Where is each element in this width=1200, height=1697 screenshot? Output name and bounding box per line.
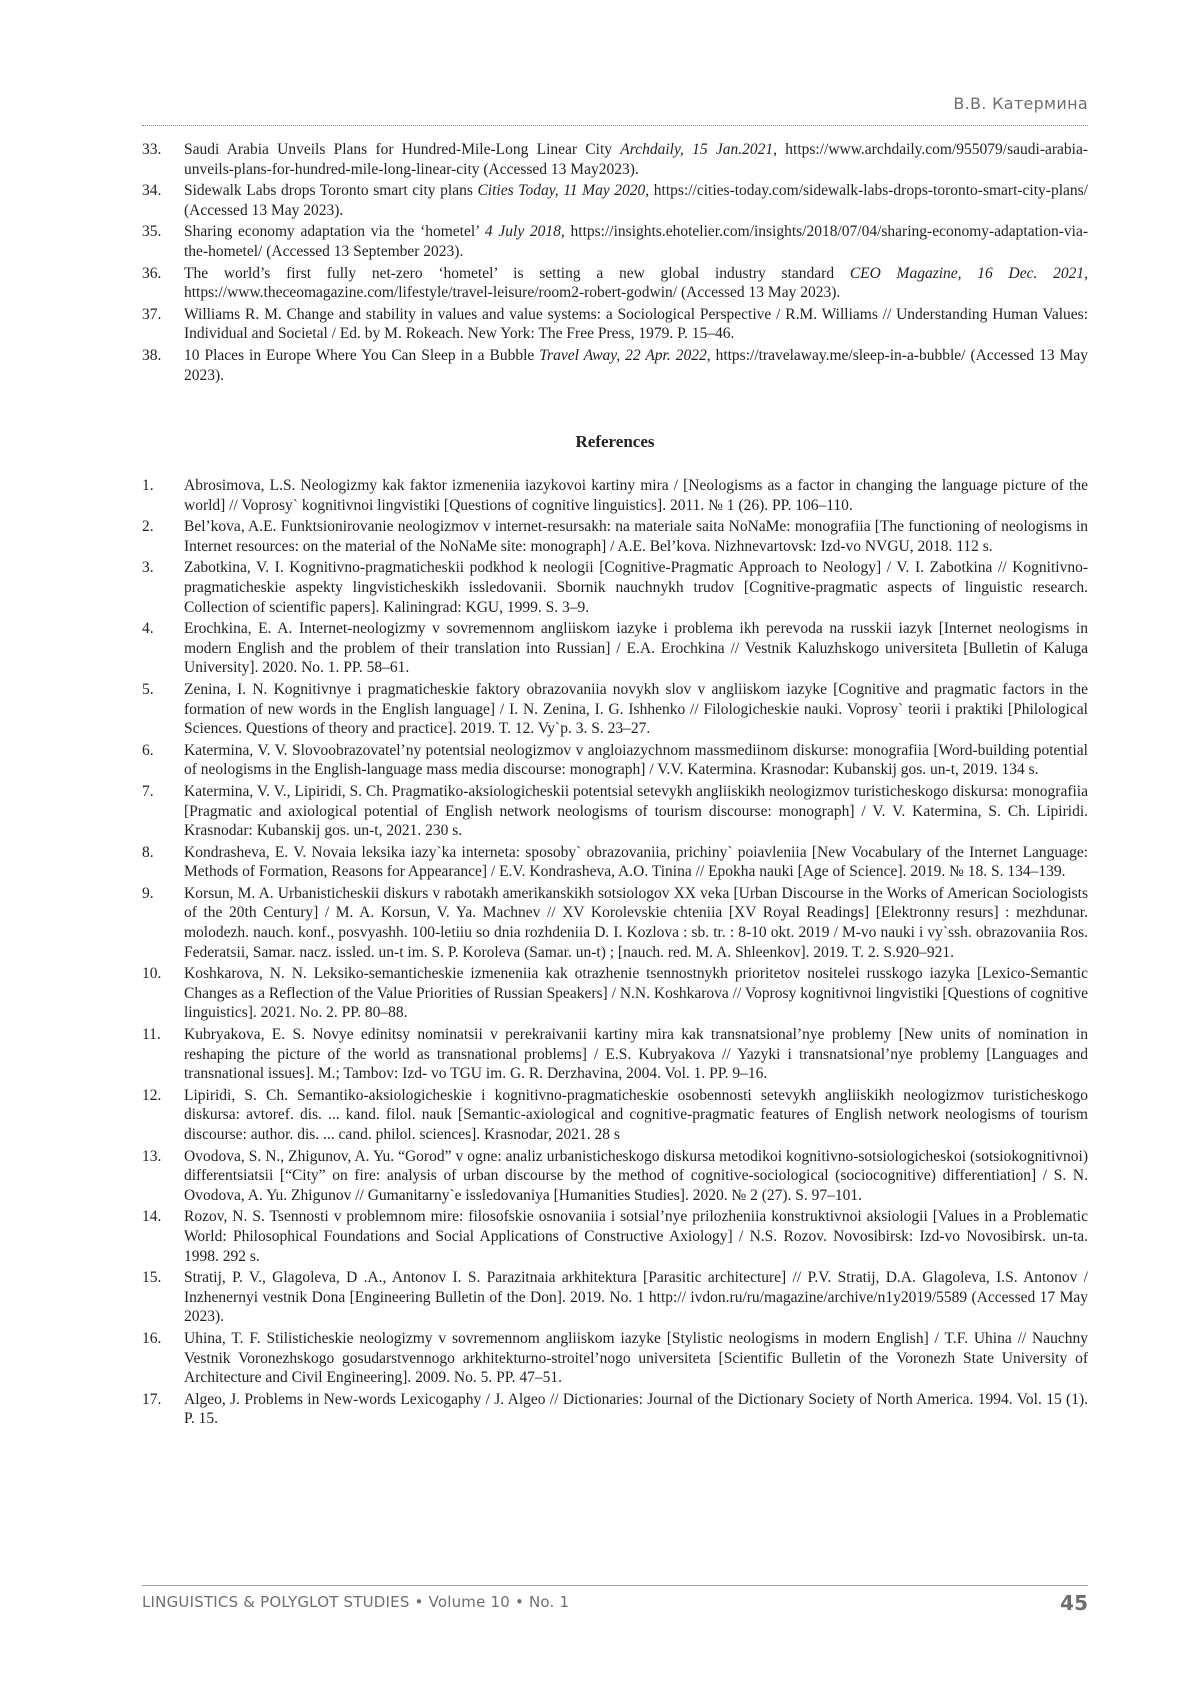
reference-number: 1. [142,477,154,494]
reference-item [142,305,1088,344]
reference-number: 5. [142,680,154,698]
references-heading: References [575,432,655,451]
reference-number: 9. [142,884,154,902]
reference-item [142,1147,1088,1206]
source-italic: Travel Away, 22 Apr. 2022, [539,346,711,364]
reference-item [142,222,1088,261]
reference-text: Katermina, V. V., Lipiridi, S. Ch. Pragmatiko-aksiologicheskii potentsial setevykh angliiskikh neologizmov turisticheskogo diskursa: monografiia [Pragmatic and axiological potential of English network neologisms of tourism discourse: monograph] / V. V. Katermina, S. Ch. Lipiridi. Krasnodar: Kubanskij gos. un-t, 2021. 230 s. [184,782,1088,840]
reference-text: Koshkarova, N. N. Leksiko-semanticheskie izmeneniia kak otrazhenie tsennostnykh prioritetov nositelei russkogo iazyka [Lexico-Semantic Changes as a Reflection of the Value Priorities of Russian Speakers] / N.N. Koshkarova // Voprosy kognitivnoi lingvistiki [Questions of cognitive linguistics]. 2021. No. 2. PP. 80–88. [184,965,1088,1022]
source-italic: Cities Today, 11 May 2020, [477,182,650,200]
reference-text: Kondrasheva, E. V. Novaia leksika iazy`ka interneta: sposoby` obrazovaniia, prichiny` poiavleniia [New Vocabulary of the Internet Language: Methods of Formation, Reasons for Appearance] / E.V. Kondrasheva, A.O. Tinina // Epokha nauki [Age of Science]. 2019. № 18. S. 134–139. [184,843,1088,881]
reference-text: Zabotkina, V. I. Kognitivno-pragmaticheskii podkhod k neologii [Cognitive-Pragmatic Approach to Neology] / V. I. Zabotkina // Kognitivno-pragmaticheskie aspekty lingvisticheskikh issledovanii. Sbornik nauchnykh trudov [Cognitive-pragmatic aspects of linguistic research. Collection of scientific papers]. Kaliningrad: KGU, 1999. S. 3–9. [184,559,1088,616]
reference-number: 34. [142,182,162,200]
reference-text: Stratij, P. V., Glagoleva, D .A., Antonov I. S. Parazitnaia arkhitektura [Parasitic architecture] // P.V. Stratij, D.A. Glagoleva, I.S. Antonov / Inzhenernyi vestnik Dona [Engineering Bulletin of the Don]. 2019. No. 1 http:// ivdon.ru/ru/magazine/archive/n1y2019/5589 (Accessed 17 May 2023). [184,1269,1088,1326]
header-divider [142,125,1088,126]
reference-item [142,1025,1088,1084]
reference-item [142,1329,1088,1388]
reference-item [142,346,1088,385]
reference-text: Rozov, N. S. Tsennosti v problemnom mire: filosofskie osnovaniia i sotsial’nye prilozheniia konstruktivnoi aksiologii [Values in a Problematic World: Philosophical Foundations and Social Applications of Constructive Axiology] / N.S. Rozov. Novosibirsk: Izd-vo Novosibirsk. un-ta. 1998. 292 s. [184,1208,1088,1265]
reference-number: 13. [142,1147,162,1165]
bibliography-list-continued [142,140,1088,387]
reference-text: Bel’kova, A.E. Funktsionirovanie neologizmov v internet-resursakh: na materiale saita NoNaMe: monografiia [The functioning of neologisms in Internet resources: on the material of the NoNaMe site: monograph] / A.E. Bel’kova. Nizhnevartovsk: Izd-vo NVGU, 2018. 112 s. [184,518,1088,555]
reference-text: Saudi Arabia Unveils Plans for Hundred-Mile-Long Linear City Archdaily, 15 Jan.2021, https://www.archdaily.com/955079/saudi-arabia-unveils-plans-for-hundred-mile-long-linear-city (Accessed 13 May2023). [184,141,1089,178]
reference-number: 10. [142,965,162,983]
reference-text: Abrosimova, L.S. Neologizmy kak faktor izmeneniia iazykovoi kartiny mira / [Neologisms as a factor in changing the language picture of the world] // Voprosy` kognitivnoi lingvistiki [Questions of cognitive linguistics]. 2011. № 1 (26). PP. 106–110. [184,477,1088,514]
reference-text: Sidewalk Labs drops Toronto smart city plans Cities Today, 11 May 2020, https://cities-today.com/sidewalk-labs-drops-toronto-smart-city-plans/ (Accessed 13 May 2023). [184,182,1088,219]
reference-item [142,558,1088,617]
reference-item [142,1086,1088,1145]
reference-item [142,140,1088,179]
reference-item [142,964,1088,1023]
reference-item [142,619,1088,678]
reference-text: Uhina, T. F. Stilisticheskie neologizmy v sovremennom angliiskom iazyke [Stylistic neologisms in modern English] / T.F. Uhina // Nauchny Vestnik Voronezhskogo gosudarstvennogo arkhitekturno-stroitel’nogo universiteta [Scientific Bulletin of the Voronezh State University of Architecture and Civil Engineering]. 2009. No. 5. PP. 47–51. [184,1329,1088,1387]
reference-text: Kubryakova, E. S. Novye edinitsy nominatsii v perekraivanii kartiny mira kak transnatsional’nye problemy [New units of nomination in reshaping the picture of the world as transnational problems] / E.S. Kubryakova // Yazyki i transnatsional’nye problemy [Languages and transnational issues]. M.; Tambov: Izd- vo TGU im. G. R. Derzhavina, 2004. Vol. 1. PP. 9–16. [184,1026,1088,1083]
reference-item [142,782,1088,841]
footer-divider [142,1585,1088,1586]
source-italic: CEO Magazine, 16 Dec. 2021, [849,264,1088,282]
reference-text: Erochkina, E. A. Internet-neologizmy v sovremennom angliiskom iazyke i problema ikh perevoda na russkii iazyk [Internet neologisms in modern English and the problem of their translation into Russian] / E.A. Erochkina // Vestnik Kaluzhskogo universiteta [Bulletin of Kaluga University]. 2020. No. 1. PP. 58–61. [184,620,1088,677]
reference-item [142,843,1088,882]
reference-number: 8. [142,843,154,861]
reference-text: The world’s first fully net-zero ‘hometel’ is setting a new global industry standard CEO Magazine, 16 Dec. 2021, https://www.theceomagazine.com/lifestyle/travel-leisure/room2-robert-godwin/ (Accessed 13 May 2023). [184,264,1088,302]
reference-text: Williams R. M. Change and stability in values and value systems: a Sociological Perspective / R.M. Williams // Understanding Human Values: Individual and Societal / Ed. by M. Rokeach. New York: The Free Press, 1979. P. 15–46. [184,305,1088,343]
reference-number: 17. [142,1390,162,1408]
reference-number: 7. [142,782,154,800]
reference-text: Algeo, J. Problems in New-words Lexicogaphy / J. Algeo // Dictionaries: Journal of the Dictionary Society of North America. 1994. Vol. 15 (1). P. 15. [184,1390,1088,1428]
page-number: 45 [1060,1591,1088,1615]
source-italic: 4 July 2018, [484,223,565,241]
reference-number: 11. [142,1026,161,1044]
reference-item [142,741,1088,780]
reference-item [142,1207,1088,1266]
running-header-author: В.В. Катермина [953,94,1088,113]
reference-text: Lipiridi, S. Ch. Semantiko-aksiologicheskie i kognitivno-pragmaticheskie osobennosti setevykh angliiskikh neologizmov turisticheskogo diskursa: avtoref. dis. ... kand. filol. nauk [Semantic-axiological and cognitive-pragmatic features of English network neologisms of tourism discourse: author. dis. ... cand. philol. sciences]. Krasnodar, 2021. 28 s [184,1086,1088,1143]
reference-text: Korsun, M. A. Urbanisticheskii diskurs v rabotakh amerikanskikh sotsiologov XX veka [Urban Discourse in the Works of American Sociologists of the 20th Century] / M. A. Korsun, V. Ya. Machnev // XV Korolevskie chteniia [XV Royal Readings] [Elektronny resurs] : mezhdunar. molodezh. nauch. konf., posvyashh. 100-letiiu so dnia rozhdeniia D. I. Kozlova : sb. tr. : 8-10 okt. 2019 / M-vo nauki i vy`ssh. obrazovaniia Ros. Federatsii, Samar. nacz. issled. un-t im. S. P. Koroleva (Samar. un-t) ; [nauch. red. M. A. Shleenkov]. 2019. T. 2. S.920–921. [184,884,1088,961]
reference-text: Sharing economy adaptation via the ‘hometel’ 4 July 2018, https://insights.ehotelier.com/insights/2018/07/04/sharing-economy-adaptation-via-the-hometel/ (Accessed 13 September 2023). [184,223,1088,260]
reference-text: Ovodova, S. N., Zhigunov, A. Yu. “Gorod” v ogne: analiz urbanisticheskogo diskursa metodikoi kognitivno-sotsiologicheskoi (sotsiokognitivnoi) differentsiatsii [“City” on fire: analysis of urban discourse by the method of cognitive-sociological (sociocognitive) differentiation] / S. N. Ovodova, A. Yu. Zhigunov // Gumanitarny`e issledovaniya [Humanities Studies]. 2020. № 2 (27). S. 97–101. [184,1147,1088,1204]
reference-number: 33. [142,141,162,158]
reference-number: 38. [142,346,162,364]
reference-item [142,476,1088,515]
reference-item [142,680,1088,739]
reference-item [142,1390,1088,1429]
references-list [142,476,1088,1431]
reference-number: 15. [142,1269,162,1287]
source-italic: Archdaily, 15 Jan.2021, [620,141,777,158]
reference-item [142,517,1088,556]
reference-text: Katermina, V. V. Slovoobrazovatel’ny potentsial neologizmov v angloiazychnom massmediinom diskurse: monografiia [Word-building potential of neologisms in the English-language mass media discourse: monograph] / V.V. Katermina. Krasnodar: Kubanskij gos. un-t, 2019. 134 s. [184,741,1088,779]
reference-item [142,264,1088,303]
footer-journal-title: LINGUISTICS & POLYGLOT STUDIES • Volume 10 • No. 1 [142,1593,570,1611]
reference-item [142,181,1088,220]
reference-number: 12. [142,1086,162,1104]
reference-number: 37. [142,305,162,323]
reference-number: 3. [142,559,154,577]
reference-number: 35. [142,223,162,241]
reference-text: 10 Places in Europe Where You Can Sleep in a Bubble Travel Away, 22 Apr. 2022, https://travelaway.me/sleep-in-a-bubble/ (Accessed 13 May 2023). [184,346,1088,384]
reference-item [142,884,1088,962]
reference-number: 6. [142,741,154,759]
reference-text: Zenina, I. N. Kognitivnye i pragmaticheskie faktory obrazovaniia novykh slov v angliiskom iazyke [Cognitive and pragmatic factors in the formation of new words in the English language] / I. N. Zenina, I. G. Ishhenko // Filologicheskie nauki. Voprosy` teorii i praktiki [Philological Sciences. Questions of theory and practice]. 2019. T. 12. Vy`p. 3. S. 23–27. [184,680,1088,738]
reference-item [142,1268,1088,1327]
reference-number: 16. [142,1329,162,1347]
reference-number: 14. [142,1208,162,1226]
reference-number: 2. [142,518,154,536]
reference-number: 36. [142,264,162,282]
reference-number: 4. [142,620,154,638]
